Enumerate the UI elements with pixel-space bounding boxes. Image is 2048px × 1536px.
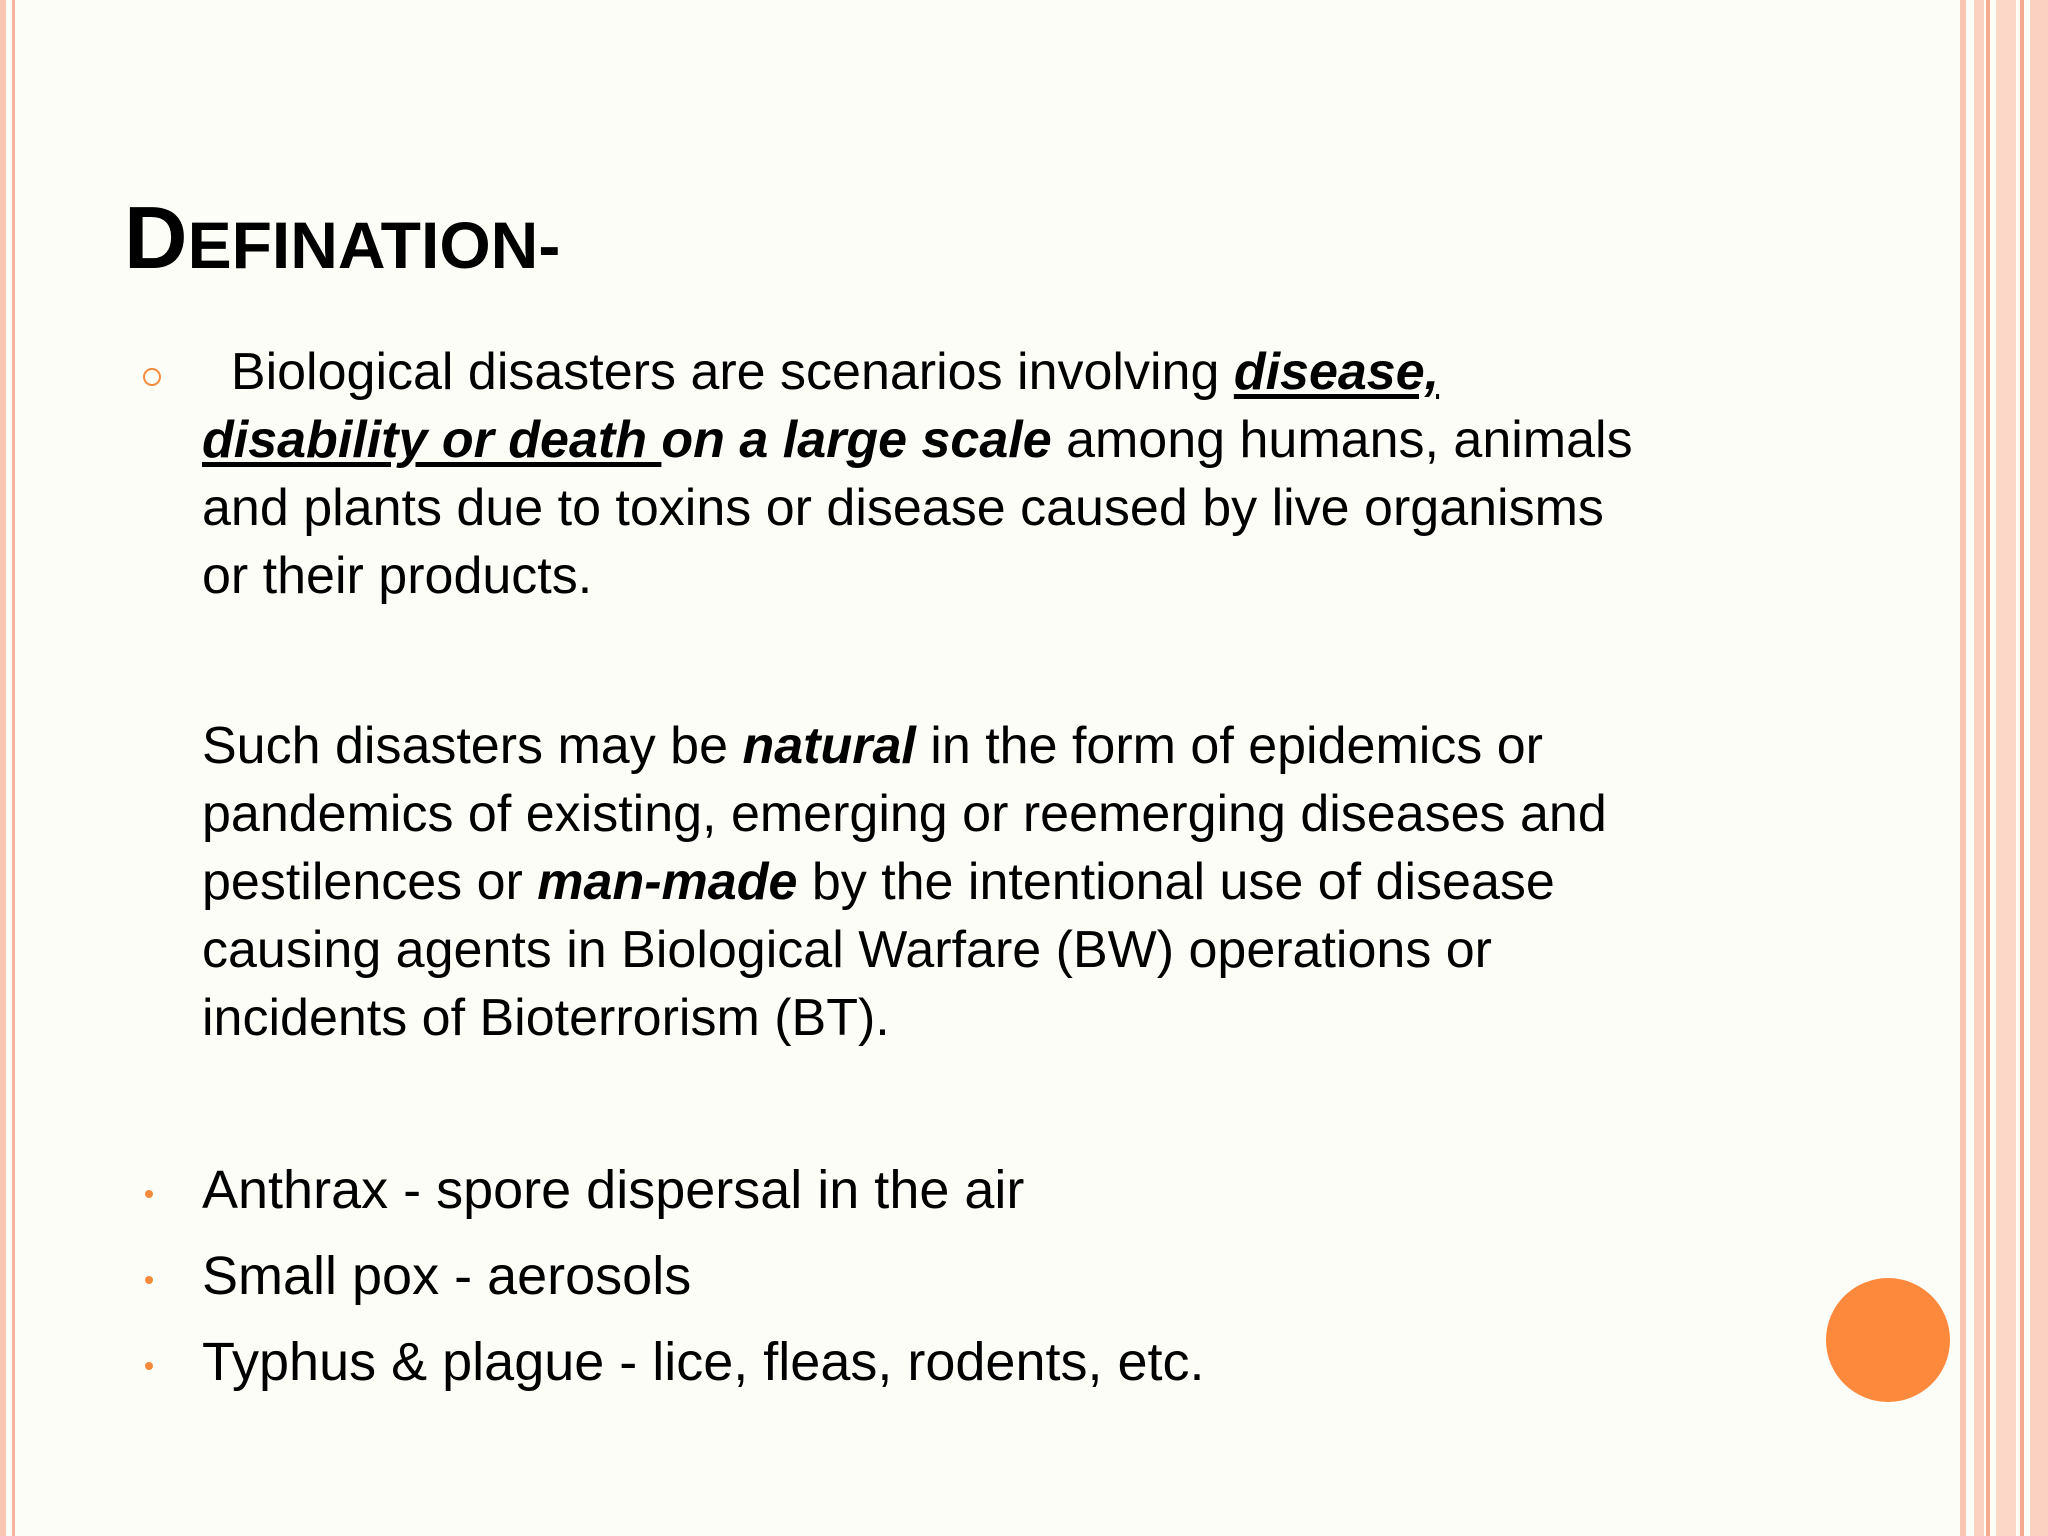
types-line-3-a: pestilences or [202, 853, 538, 911]
types-emph-natural: natural [742, 717, 916, 775]
definition-paragraph [202, 338, 1802, 610]
left-border-inner [12, 0, 15, 1536]
decorative-orange-circle [1826, 1278, 1950, 1402]
types-line-1 [202, 712, 1802, 780]
bullet-dot-icon [145, 1190, 153, 1198]
right-border-2 [1974, 0, 1984, 1536]
list-item-anthrax: Anthrax - spore dispersal in the air [202, 1160, 1025, 1220]
title-first-letter: D [124, 188, 188, 287]
definition-line-2-text: among humans, animals [1051, 411, 1633, 469]
left-border-outer [0, 0, 6, 1536]
types-line-3 [202, 848, 1802, 916]
types-line-4: causing agents in Biological Warfare (BW) operations or [202, 921, 1492, 979]
definition-emph-disability: disability or death [202, 411, 662, 469]
definition-line-1-text: Biological disasters are scenarios involving [202, 343, 1234, 401]
right-border-1 [1960, 0, 1966, 1536]
title-rest: EFINATION- [187, 208, 561, 282]
types-line-1-b: in the form of epidemics or [915, 717, 1543, 775]
definition-emph-disease: disease, [1233, 343, 1440, 401]
definition-line-3: and plants due to toxins or disease caused by live organisms [202, 479, 1604, 537]
slide-title [124, 188, 560, 295]
right-border-3 [1986, 0, 1990, 1536]
types-line-2: pandemics of existing, emerging or reemerging diseases and [202, 785, 1607, 843]
types-line-5: incidents of Bioterrorism (BT). [202, 989, 890, 1047]
types-line-1-a: Such disasters may be [202, 717, 743, 775]
list-item-typhus: Typhus & plague - lice, fleas, rodents, etc. [202, 1332, 1205, 1392]
bullet-dot-icon [145, 1362, 153, 1370]
types-emph-man-made: man-made [537, 853, 798, 911]
definition-line-2 [202, 406, 1802, 474]
list-item-smallpox: Small pox - aerosols [202, 1246, 692, 1306]
right-border-6 [2030, 0, 2048, 1536]
circle-bullet-icon [143, 368, 161, 386]
definition-line-4: or their products. [202, 547, 593, 605]
definition-line-1 [202, 338, 1802, 406]
types-paragraph [202, 712, 1802, 1052]
definition-emph-large-scale: on a large scale [661, 411, 1052, 469]
bullet-dot-icon [145, 1276, 153, 1284]
right-border-5 [2020, 0, 2024, 1536]
right-border-4 [1996, 0, 2016, 1536]
types-line-3-b: by the intentional use of disease [797, 853, 1555, 911]
